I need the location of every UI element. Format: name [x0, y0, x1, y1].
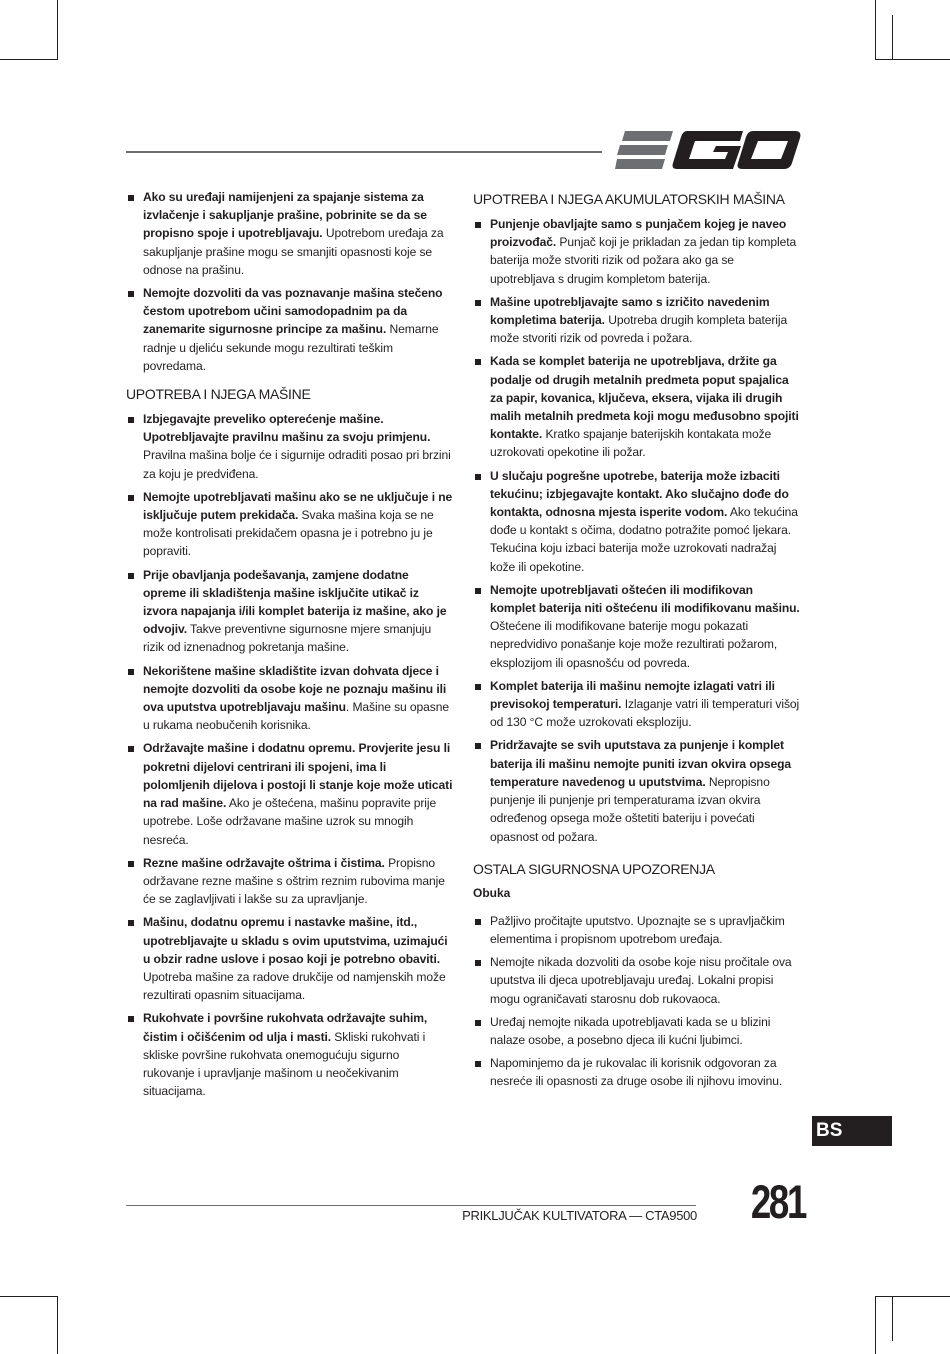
list-item	[126, 739, 454, 848]
item-text: Izlaganje vatri ili temperaturi višoj od 130 °C može uzrokovati eksploziju.	[490, 697, 800, 730]
item-text: Nepropisno punjenje ili punjenje pri temperaturama izvan okvira određenog opsega može oštetiti bateriju i povećati opasnost od požara.	[490, 774, 770, 844]
item-heading: Mašinu, dodatnu opremu i nastavke mašine, itd., upotrebljavajte u skladu s ovim uputstvima, uzimajući u obzir radne uslove i posao koji je potrebno obaviti.	[143, 915, 448, 966]
bullet-icon	[475, 1061, 481, 1067]
item-heading: Nemojte upotrebljavati mašinu ako se ne uključuje i ne isključuje putem prekidača.	[143, 489, 453, 523]
list-item	[126, 662, 454, 735]
list-item	[126, 1009, 454, 1100]
list-item	[473, 581, 801, 672]
item-heading: Prije obavljanja podešavanja, zamjene dodatne opreme ili skladištenja mašine isključite utikač iz izvora napajanja i/ili komplet baterija iz mašine, ako je odvojiv.	[143, 567, 447, 637]
item-heading: Izbjegavajte preveliko opterećenje mašine. Upotrebljavajte pravilnu mašinu za svoju primjenu.	[143, 412, 431, 445]
list-item	[473, 1054, 801, 1090]
item-text: Pažljivo pročitajte uputstvo. Upoznajte se s upravljačkim elementima i propisnom upotrebom uređaja.	[490, 913, 785, 946]
item-text: Nemojte nikada dozvoliti da osobe koje nisu pročitale ova uputstva ili djeca upotrebljavaju uređaj. Lokalni propisi mogu ograničavati starosnu dob rukovaoca.	[490, 955, 792, 1006]
item-text: Ako je oštećena, mašinu popravite prije upotrebe. Loše održavane mašine uzrok su mnogih nesreća.	[143, 796, 437, 847]
bullet-icon	[128, 417, 134, 423]
header-rule	[126, 151, 602, 153]
crop-mark	[875, 1296, 950, 1297]
bullet-icon	[128, 920, 134, 926]
bullet-icon	[475, 300, 481, 306]
crop-mark	[875, 0, 876, 60]
bullet-icon	[128, 291, 134, 297]
item-text: Propisno održavane rezne mašine s oštrim reznim rubovima manje će se zaglavljivati i lakše su za upravljanje.	[143, 855, 445, 907]
list-item	[126, 284, 454, 375]
section-title: UPOTREBA I NJEGA AKUMULATORSKIH MAŠINA	[473, 191, 785, 207]
crop-mark	[57, 0, 58, 60]
list-item	[473, 1013, 801, 1049]
list-item	[126, 488, 454, 561]
item-text: Pravilna mašina bolje će i sigurnije odraditi posao pri brzini za koju je predviđena.	[143, 448, 451, 481]
bullet-icon	[475, 588, 481, 594]
list-item	[473, 293, 801, 348]
item-heading: Rukohvate i površine rukohvata održavajte suhim, čistim i očišćenim od ulja i masti.	[143, 1011, 428, 1044]
item-heading: Komplet baterija ili mašinu nemojte izlagati vatri ili previsokoj temperaturi.	[490, 678, 775, 712]
list-item	[126, 913, 454, 1004]
item-heading: Ako su uređaji namijenjeni za spajanje sistema za izvlačenje i sakupljanje prašine, pobrinite se da se propisno spoje i upotrebljavaju.	[143, 190, 427, 241]
bullet-icon	[128, 861, 134, 867]
crop-mark	[0, 1296, 58, 1297]
item-text: Napominjemo da je rukovalac ili korisnik odgovoran za nesreće ili opasnosti za druge osobe ili njihovu imovinu.	[490, 1056, 783, 1089]
item-heading: Pridržavajte se svih uputstava za punjenje i komplet baterija ili mašinu nemojte puniti izvan okvira opsega temperature navedenog u uputstvima.	[490, 738, 792, 789]
language-badge: BS	[812, 1116, 892, 1146]
item-text: Upotreba drugih kompleta baterija može stvoriti rizik od povreda i požara.	[490, 313, 788, 346]
section-list	[126, 410, 454, 1100]
bullet-icon	[128, 495, 134, 501]
bullet-icon	[128, 669, 134, 675]
item-text: Oštećene ili modifikovane baterije mogu pokazati nepredvidivo ponašanje koje može rezultirati požarom, eksplozijom ili opasnošću od povreda.	[490, 619, 778, 670]
crop-mark	[875, 59, 950, 60]
ego-logo	[615, 128, 801, 172]
bullet-icon	[128, 1016, 134, 1022]
list-item	[126, 854, 454, 909]
item-text: Ako tekućina dođe u kontakt s očima, dodatno potražite pomoć ljekara. Tekućina koju izbaci baterija može uzrokovati nadražaj kože ili opekotine.	[490, 505, 798, 574]
bullet-icon	[128, 746, 134, 752]
item-heading: Mašine upotrebljavajte samo s izričito navedenim kompletima baterija.	[490, 294, 770, 328]
list-item	[473, 467, 801, 576]
list-item	[473, 677, 801, 732]
section-title: UPOTREBA I NJEGA MAŠINE	[126, 386, 311, 403]
bullet-icon	[475, 960, 481, 966]
item-heading: Nemojte upotrebljavati oštećen ili modifikovan komplet baterija niti oštećenu ili modifikovanu mašinu.	[490, 582, 800, 616]
list-item	[126, 566, 454, 657]
item-text: Svaka mašina koja se ne može kontrolisati prekidačem opasna je i potrebno ju je popraviti.	[143, 508, 434, 559]
list-item	[473, 352, 801, 461]
subsection-list	[473, 912, 801, 1091]
item-heading: Održavajte mašine i dodatnu opremu. Provjerite jesu li pokretni dijelovi centrirani ili spojeni, ima li polomljenih dijelova i postoji li stanje koje može uticati na rad mašine.	[143, 741, 453, 811]
list-item	[473, 736, 801, 845]
item-heading: Kada se komplet baterija ne upotrebljava, držite ga podalje od drugih metalnih predmeta poput spajalica za papir, kovanica, ključeva, eksera, vijaka ili drugih malih metalnih predmeta koji mogu međusobno spojiti kontakte.	[490, 354, 799, 442]
left-column	[126, 188, 454, 1105]
bullet-icon	[475, 222, 481, 228]
list-item	[126, 410, 454, 483]
crop-mark	[57, 1296, 58, 1354]
item-text: Kratko spajanje baterijskih kontakata može uzrokovati opekotine ili požar.	[490, 427, 772, 460]
list-item	[473, 912, 801, 948]
list-item	[473, 953, 801, 1008]
bullet-icon	[475, 1020, 481, 1026]
list-item	[126, 188, 454, 279]
footer-rule	[126, 1205, 696, 1206]
list-item	[473, 215, 801, 288]
bullet-icon	[475, 474, 481, 480]
item-text: Uređaj nemojte nikada upotrebljavati kada se u blizini nalaze osobe, a posebno djeca ili kućni ljubimci.	[490, 1014, 771, 1047]
item-heading: Punjenje obavljajte samo s punjačem kojeg je naveo proizvođač.	[490, 217, 787, 250]
item-text: Upotrebom uređaja za sakupljanje prašine mogu se smanjiti opasnosti koje se odnose na prašinu.	[143, 226, 444, 277]
item-text: . Mašine su opasne u rukama neobučenih korisnika.	[143, 700, 449, 733]
bullet-icon	[475, 743, 481, 749]
bullet-icon	[128, 195, 134, 201]
item-text: Upotreba mašine za radove drukčije od namjenskih može rezultirati opasnim situacijama.	[143, 969, 446, 1003]
footer-product: PRIKLJUČAK KULTIVATORA — CTA9500	[462, 1208, 697, 1223]
item-heading: Rezne mašine održavajte oštrima i čistima.	[143, 855, 385, 870]
section-list	[473, 215, 801, 846]
item-text: Nemarne radnje u djeliću sekunde mogu rezultirati teškim povredama.	[143, 322, 439, 373]
crop-mark	[892, 1296, 893, 1341]
item-heading: Nemojte dozvoliti da vas poznavanje mašina stečeno čestom upotrebom učini samodopadnim pa da zanemarite sigurnosne principe za mašinu.	[143, 286, 443, 337]
bullet-icon	[475, 684, 481, 690]
crop-mark	[875, 1296, 876, 1354]
item-text: Takve preventivne sigurnosne mjere smanjuju rizik od iznenadnog pokretanja mašine.	[143, 622, 432, 655]
item-text: Punjač koji je prikladan za jedan tip kompleta baterija može stvoriti rizik od požara ako ga se upotrebljava s drugim kompletom baterija.	[490, 235, 797, 286]
bullet-icon	[475, 359, 481, 365]
section-title: OSTALA SIGURNOSNA UPOZORENJA	[473, 860, 715, 877]
right-column	[473, 188, 801, 1096]
item-text: Skliski rukohvati i skliske površine rukohvata onemogućuju sigurno rukovanje i upravljanje mašinom u neočekivanim situacijama.	[143, 1029, 426, 1099]
item-heading: U slučaju pogrešne upotrebe, baterija može izbaciti tekućinu; izbjegavajte kontakt. Ako slučajno dođe do kontakta, odnosna mjesta isperite vodom.	[490, 468, 789, 520]
bullet-icon	[475, 919, 481, 925]
crop-mark	[0, 59, 58, 60]
crop-mark	[892, 15, 893, 60]
page-number: 281	[750, 1175, 805, 1228]
intro-list	[126, 188, 454, 375]
bullet-icon	[128, 573, 134, 579]
item-heading: Nekorištene mašine skladištite izvan dohvata djece i nemojte dozvoliti da osobe koje ne poznaju mašinu ili ova uputstva upotrebljavaju mašinu	[143, 663, 447, 715]
subsection-title: Obuka	[473, 885, 511, 900]
